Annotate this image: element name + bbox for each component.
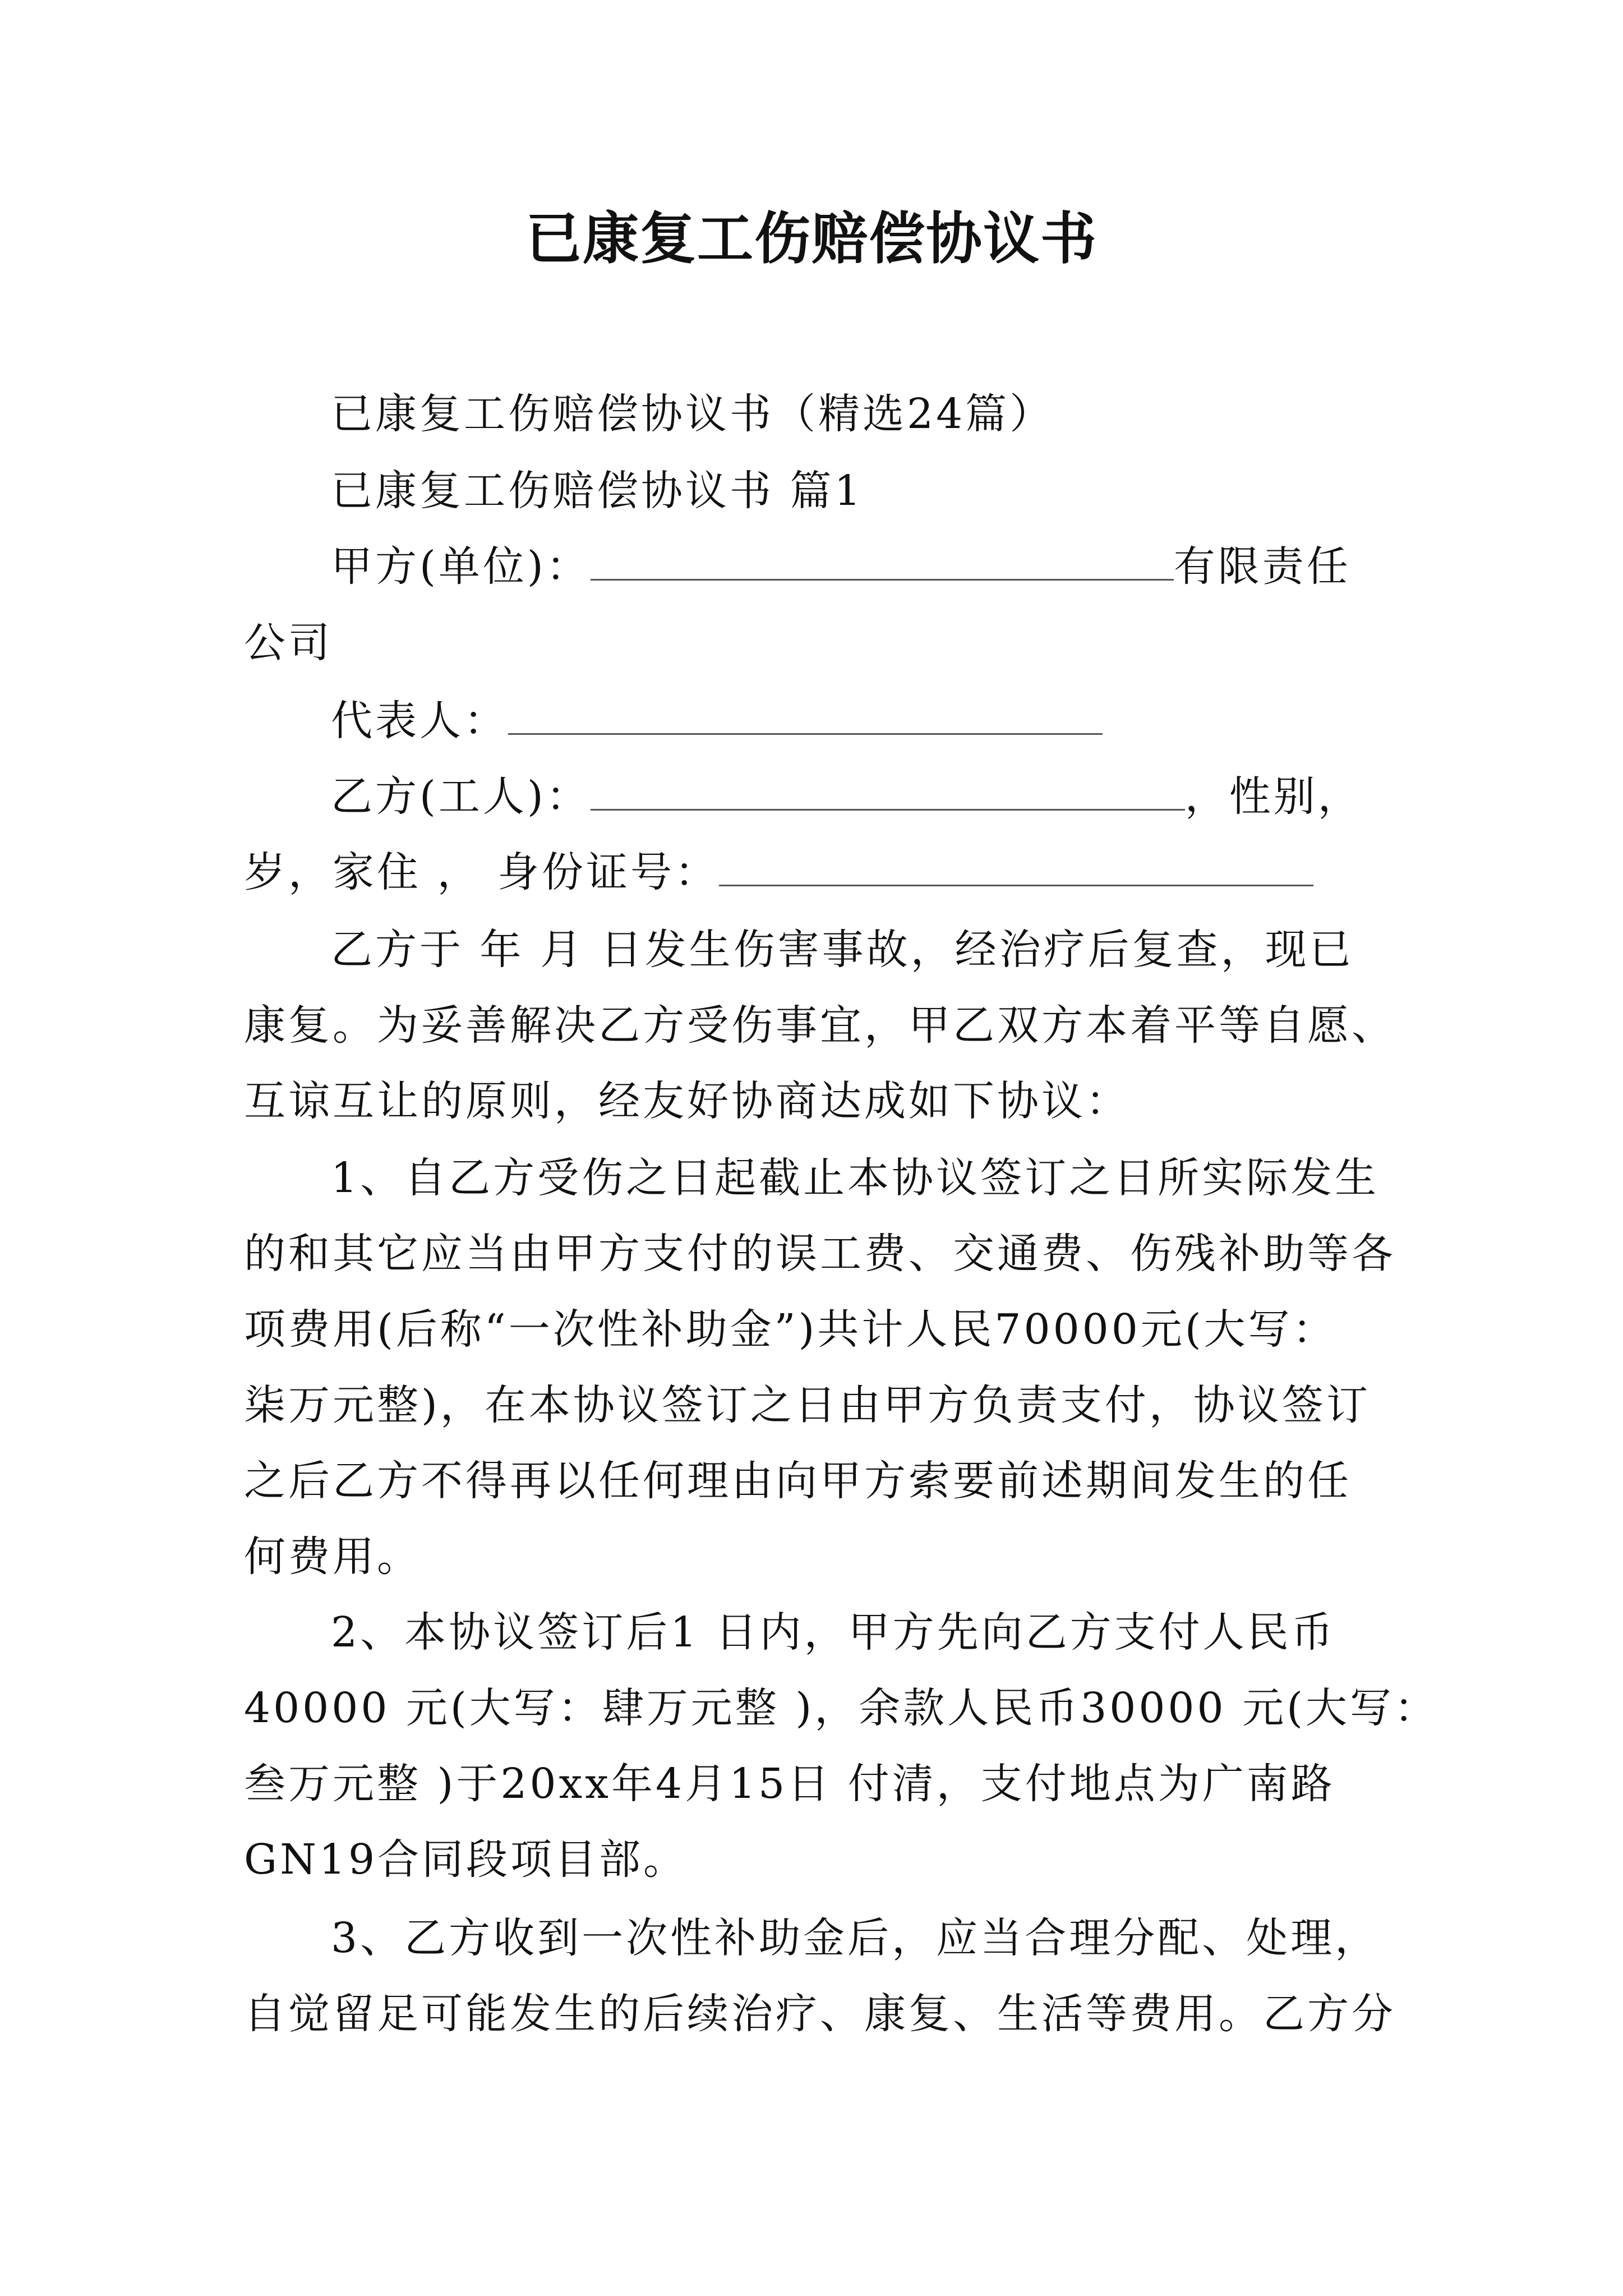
party-a-suffix-cont: 公司 — [244, 619, 333, 667]
party-a-label: 甲方(单位)： — [331, 542, 591, 591]
representative-label: 代表人： — [331, 697, 508, 745]
clause-1-line: 1、自乙方受伤之日起截止本协议签订之日所实际发生 — [331, 1154, 1380, 1202]
party-a-line — [331, 539, 1351, 595]
party-b-address-id-label: 岁，家住 ， 身份证号： — [244, 848, 720, 896]
party-b-blank — [591, 775, 1185, 811]
clause-1-line: 何费用。 — [244, 1533, 421, 1581]
clause-1-line: 项费用(后称“一次性补助金”)共计人民70000元(大写： — [244, 1305, 1337, 1354]
party-b-line-2 — [244, 844, 1313, 900]
clause-2-line: 40000 元(大写：肆万元整 )，余款人民币30000 元(大写： — [244, 1684, 1438, 1732]
section-heading: 已康复工伤赔偿协议书 篇1 — [331, 467, 864, 515]
clause-2-line: 叁万元整 )于20xx年4月15日 付清，支付地点为广南路 — [244, 1760, 1335, 1808]
representative-line — [331, 693, 1103, 749]
paragraph-line: 互谅互让的原则，经友好协商达成如下协议： — [244, 1077, 1130, 1125]
document-title: 已康复工伤赔偿协议书 — [525, 205, 1098, 272]
party-a-blank — [591, 545, 1174, 581]
representative-blank — [508, 700, 1103, 735]
clause-1-line: 柒万元整)，在本协议签订之日由甲方负责支付，协议签订 — [244, 1381, 1371, 1429]
clause-3-line: 3、乙方收到一次性补助金后，应当合理分配、处理， — [331, 1914, 1380, 1962]
party-b-gender: ，性别， — [1184, 772, 1362, 821]
party-b-label: 乙方(工人)： — [331, 772, 591, 821]
party-a-suffix: 有限责任 — [1173, 542, 1351, 591]
clause-2-line: GN19合同段项目部。 — [244, 1835, 688, 1884]
clause-1-line: 之后乙方不得再以任何理由向甲方索要前述期间发生的任 — [244, 1457, 1352, 1505]
id-number-blank — [719, 851, 1313, 886]
clause-1-line: 的和其它应当由甲方支付的误工费、交通费、伤残补助等各 — [244, 1230, 1396, 1278]
document-subtitle: 已康复工伤赔偿协议书（精选24篇） — [331, 390, 1054, 438]
paragraph-line: 康复。为妥善解决乙方受伤事宜，甲乙双方本着平等自愿、 — [244, 1001, 1396, 1050]
paragraph-line: 乙方于 年 月 日发生伤害事故，经治疗后复查，现已 — [331, 926, 1354, 974]
clause-2-line: 2、本协议签订后1 日内，甲方先向乙方支付人民币 — [331, 1608, 1336, 1657]
party-b-line — [331, 769, 1362, 825]
clause-3-line: 自觉留足可能发生的后续治疗、康复、生活等费用。乙方分 — [244, 1990, 1396, 2038]
